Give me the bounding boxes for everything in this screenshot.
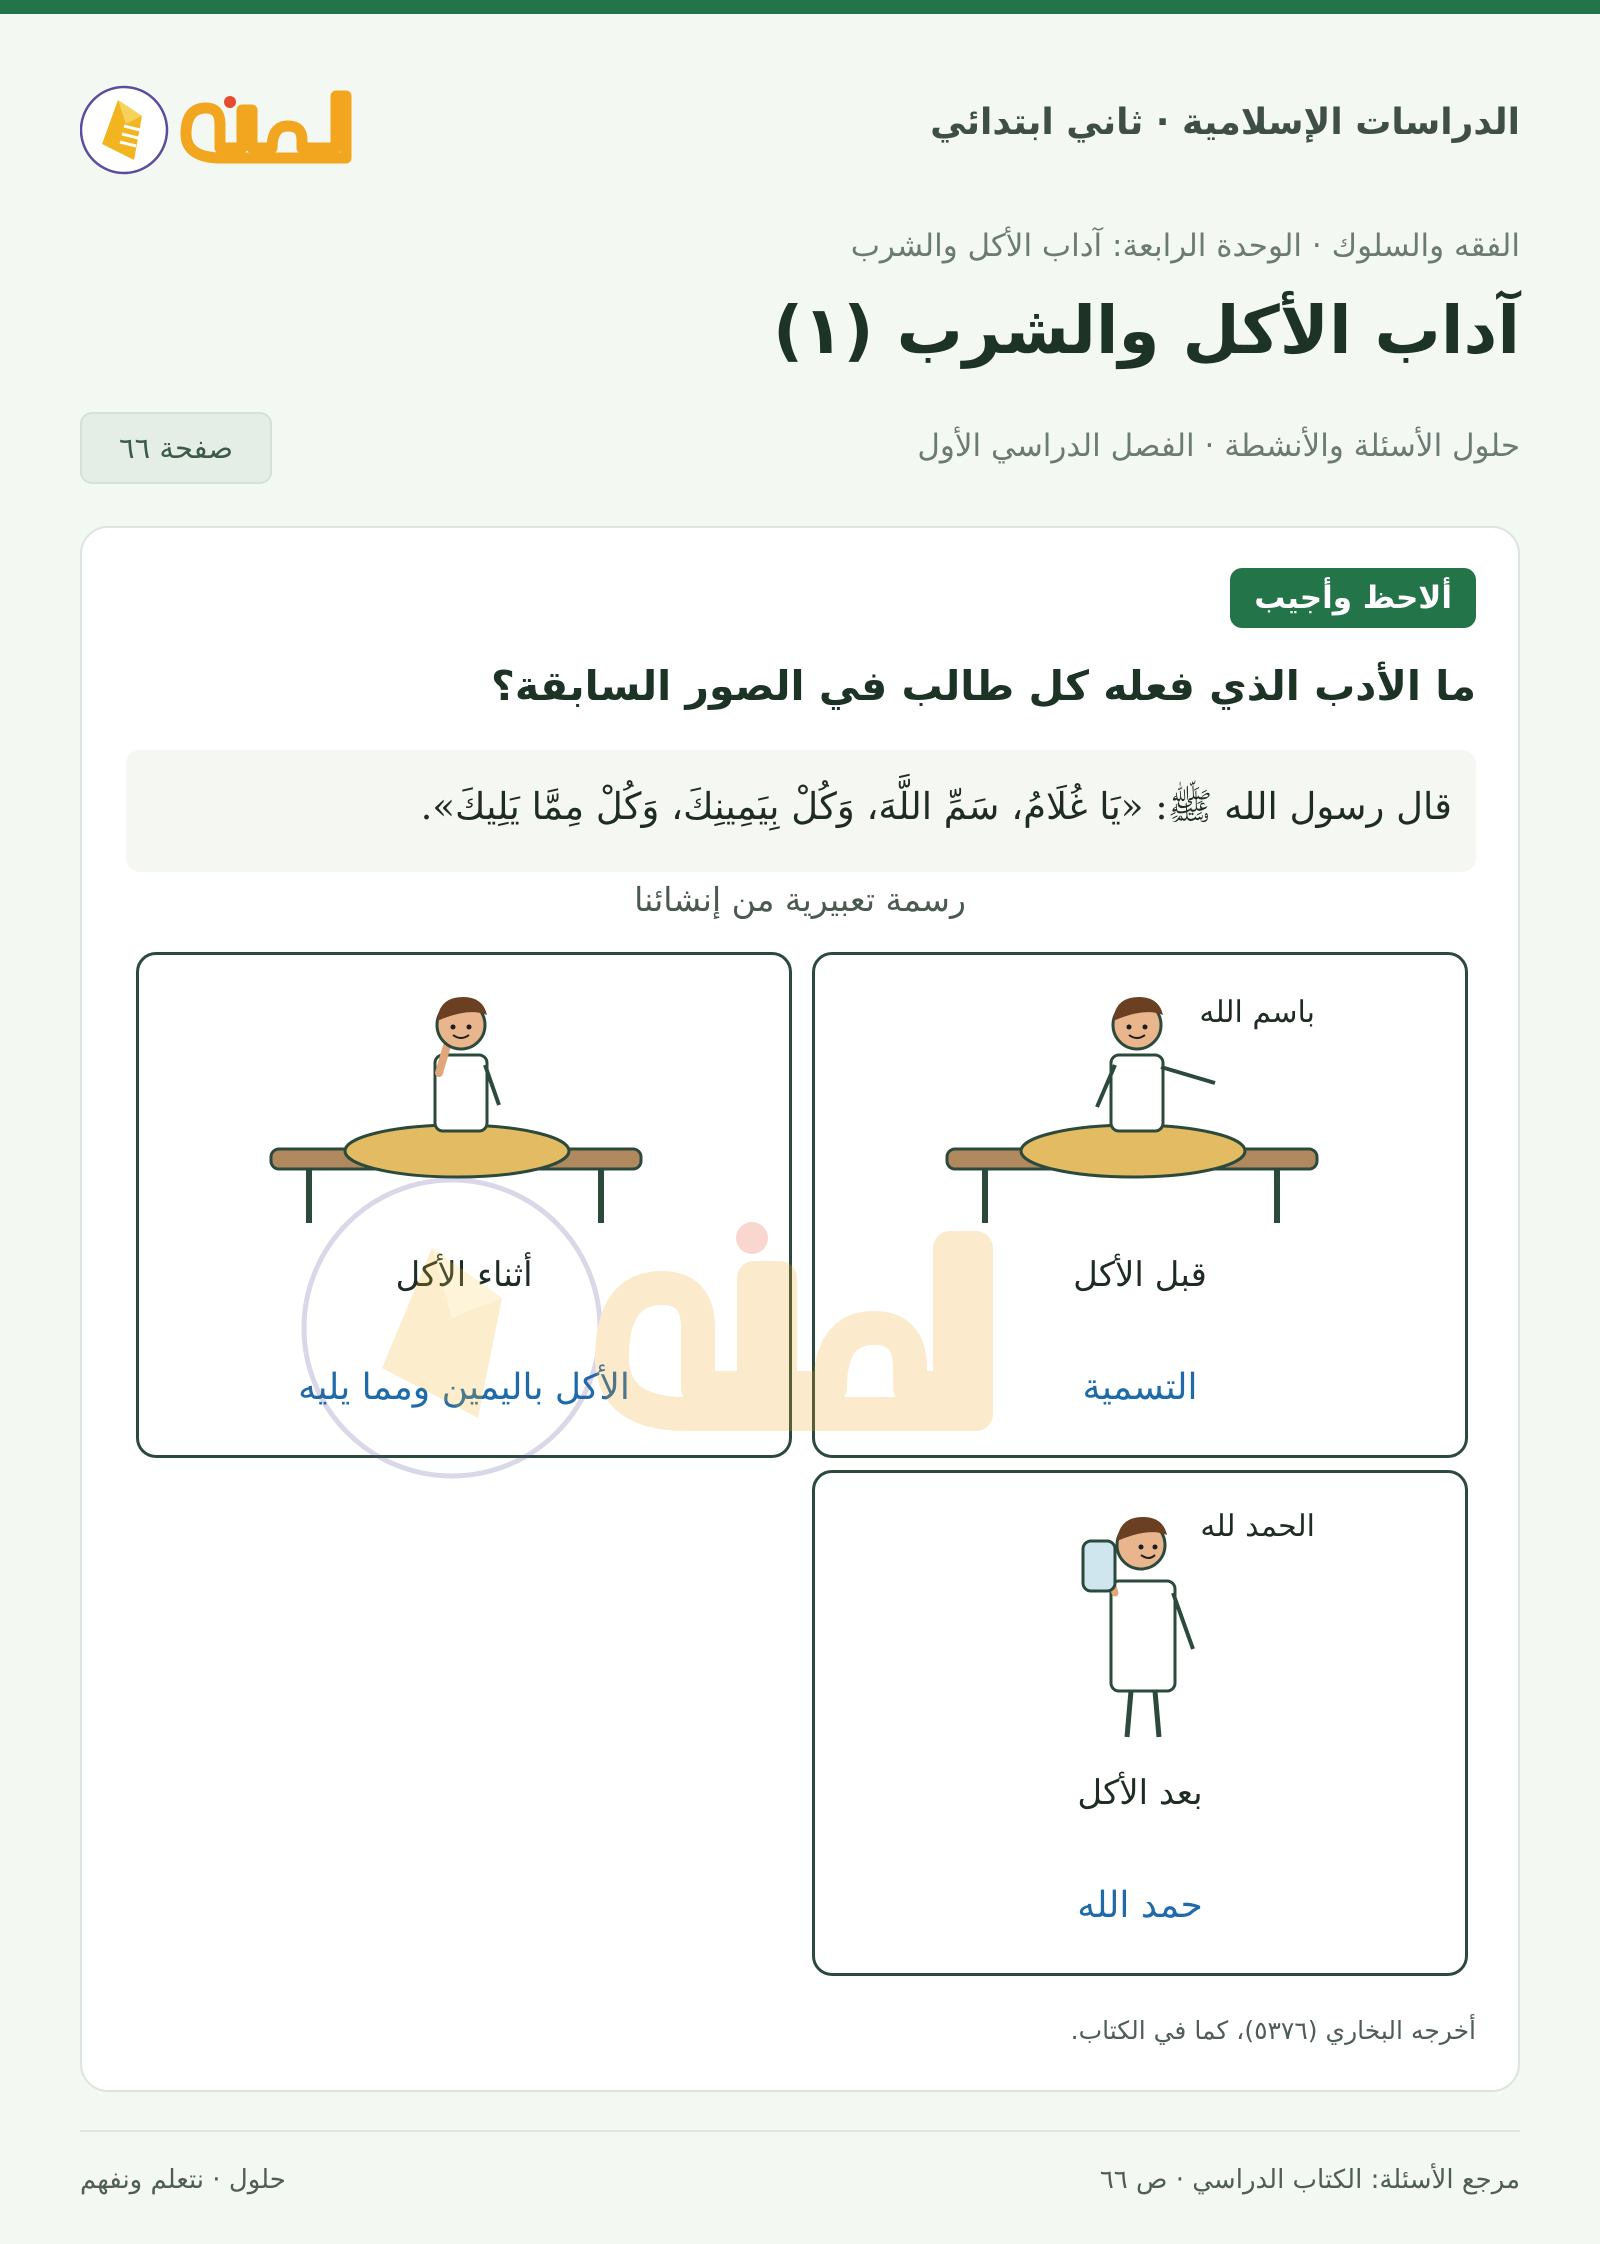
stage-label: قبل الأكل — [1073, 1255, 1207, 1295]
section-tag: ألاحظ وأجيب — [1230, 568, 1476, 628]
top-accent-bar — [0, 0, 1600, 14]
activity-card — [80, 526, 1520, 2092]
speech-bismillah: باسم الله — [1199, 995, 1315, 1030]
footer-reference: مرجع الأسئلة: الكتاب الدراسي · ص ٦٦ — [1099, 2165, 1520, 2195]
answer-text: حمد الله — [1077, 1885, 1203, 1926]
panel-during-eating — [136, 952, 792, 1458]
page-number-badge: صفحة ٦٦ — [80, 412, 272, 484]
subject-title: الدراسات الإسلامية · ثاني ابتدائي — [930, 102, 1520, 143]
stage-label: بعد الأكل — [1077, 1773, 1203, 1813]
stage-label: أثناء الأكل — [395, 1255, 533, 1295]
child-eating-illustration — [139, 955, 789, 1255]
child-praising-allah-illustration — [815, 1473, 1465, 1773]
meta-line: حلول الأسئلة والأنشطة · الفصل الدراسي الأول — [917, 428, 1520, 464]
illustration-caption: رسمة تعبيرية من إنشائنا — [634, 880, 966, 919]
source-note: أخرجه البخاري (٥٣٧٦)، كما في الكتاب. — [1070, 2016, 1476, 2045]
hadith-quote: قال رسول الله ﷺ: «يَا غُلَامُ، سَمِّ اللَّهَ، وَكُلْ بِيَمِينِكَ، وَكُلْ مِمَّا يَلِيكَ». — [126, 750, 1476, 872]
answer-text: الأكل باليمين ومما يليه — [298, 1367, 630, 1408]
page-header — [80, 64, 1520, 188]
panel-before-eating — [812, 952, 1468, 1458]
logo-icon — [80, 64, 370, 188]
child-saying-bismillah-illustration — [815, 955, 1465, 1255]
breadcrumb: الفقه والسلوك · الوحدة الرابعة: آداب الأكل والشرب — [850, 228, 1520, 264]
panel-after-eating — [812, 1470, 1468, 1976]
question-text: ما الأدب الذي فعله كل طالب في الصور السابقة؟ — [491, 662, 1476, 710]
footer-brand-link[interactable]: حلول · نتعلم ونفهم — [80, 2165, 286, 2195]
site-logo[interactable] — [80, 64, 370, 188]
answer-text: التسمية — [1082, 1367, 1198, 1408]
page-title: آداب الأكل والشرب (١) — [772, 292, 1520, 369]
speech-alhamdulillah: الحمد لله — [1200, 1509, 1315, 1544]
footer-divider — [80, 2130, 1520, 2132]
